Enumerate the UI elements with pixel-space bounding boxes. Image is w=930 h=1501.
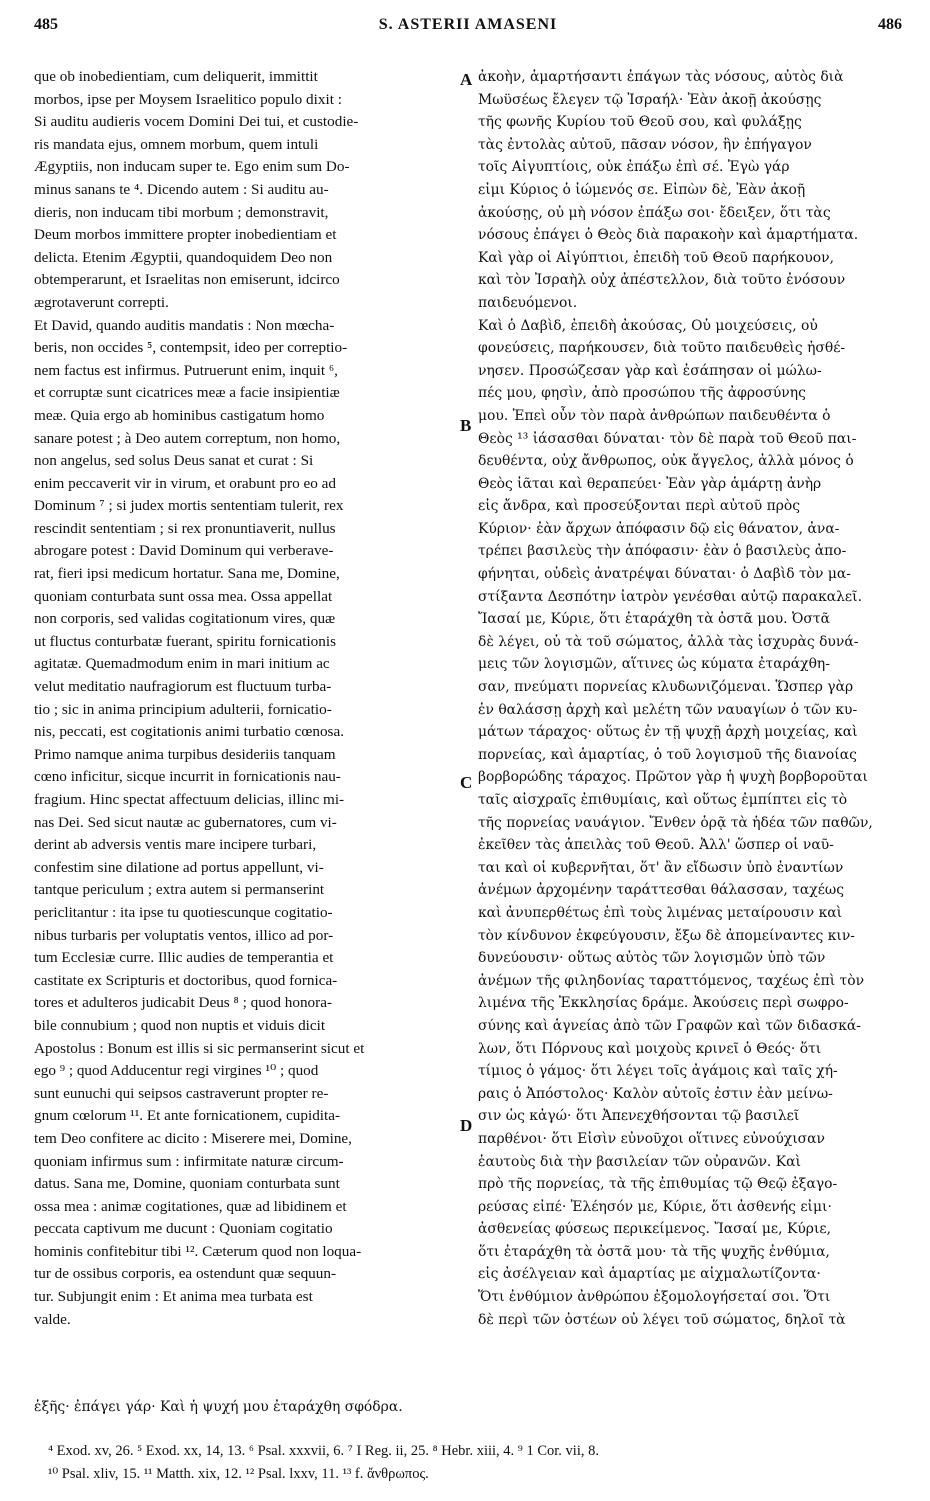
text-line: gnum cœlorum ¹¹. Et ante fornicationem, cupidita- (34, 1107, 341, 1125)
text-line: εἰς ἀσέλγειαν καὶ ἁμαρτίας με αἰχμαλωτίζοντα· (478, 1266, 821, 1283)
latin-column (34, 66, 456, 1331)
text-line: Θεὸς ἰᾶται καὶ θεραπεύει· Ἐὰν γὰρ ἁμάρτῃ ἀνὴρ (478, 475, 822, 492)
text-line: σαν, πνεύματι πορνείας κλυδωνιζόμεναι. Ὥσπερ γὰρ (478, 679, 854, 696)
text-line: tum Ecclesiæ curre. Illic audies de temperantia et (34, 949, 334, 967)
text-line: ἀκούσῃς, οὐ μὴ νόσον ἐπάξω σοι· ἔδειξεν, ὅτι τὰς (478, 204, 831, 221)
text-line: tantque periculum ; extra autem si permanserint (34, 881, 325, 899)
text-line: ἀνέμων τῆς φιληδονίας ταραττόμενος, ταχέως ἐπὶ τὸν (478, 972, 865, 989)
text-line: obtemperarunt, et Israelitas non emiserunt, idcirco (34, 271, 340, 289)
text-line: ται καὶ οἱ κυβερνῆται, ὅτ' ἂν εἴδωσιν ὑπὸ ἐναντίων (478, 859, 844, 876)
text-line: Dominum ⁷ ; si judex mortis sententiam tulerit, rex (34, 497, 344, 515)
text-line: meæ. Quia ergo ab hominibus castigatum homo (34, 406, 325, 424)
text-line: valde. (34, 1310, 71, 1328)
text-line: ἀσθενείας φύσεως περικείμενος. Ἴασαί με, Κύριε, (478, 1221, 831, 1238)
text-line: delicta. Etenim Ægyptii, quandoquidem Deo non (34, 248, 333, 266)
text-line: ἐν θαλάσσῃ ἀρχὴ καὶ μελέτη τῶν ναυαγίων ὁ τῶν κυ- (478, 701, 858, 718)
greek-column (478, 66, 904, 1331)
text-line: τρέπει βασιλεὺς τὴν ἀπόφασιν· ἐὰν ὁ βασιλεὺς ἀπο- (478, 543, 847, 560)
text-line: βορβορώδης τάραχος. Πρῶτον γὰρ ἡ ψυχὴ βορβοροῦται (478, 769, 868, 786)
text-line: nibus turbaris per voluptatis ventos, illico ad por- (34, 926, 334, 944)
running-title: S. ASTERII AMASENI (378, 16, 558, 33)
text-line: εἰμι Κύριος ὁ ἰώμενός σε. Εἰπὼν δὲ, Ἐὰν ἀκοῇ (478, 181, 806, 198)
text-line: Καὶ γὰρ οἱ Αἰγύπτιοι, ἐπειδὴ τοῦ Θεοῦ παρήκουον, (478, 249, 834, 266)
text-line: rescindit sententiam ; si rex pronuntiaverit, nullus (34, 519, 336, 537)
text-line: tem Deo confitere ac dicito : Miserere mei, Domine, (34, 1129, 352, 1147)
text-line: νησεν. Προσώζεσαν γὰρ καὶ ἐσάπησαν οἱ μώλω- (478, 362, 822, 379)
text-line: quoniam infirmus sum : infirmitate naturæ circum- (34, 1152, 344, 1170)
text-line: datus. Sana me, Domine, quoniam conturbata sunt (34, 1175, 340, 1193)
margin-marker-a: A (460, 70, 473, 89)
text-line: νόσους ἐπάγει ὁ Θεὸς διὰ παρακοὴν καὶ ἁμαρτήματα. (478, 227, 859, 244)
text-line: Deum morbos immittere propter inobedientiam et (34, 226, 337, 244)
text-line: cœno inficitur, sicque incurrit in fornicationis nau- (34, 768, 341, 786)
text-line: δυνεύουσιν· οὕτως αὐτὸς τῶν λογισμῶν ὑπὸ τῶν (478, 950, 826, 967)
text-line: castitate ex Scripturis et doctoribus, quod fornica- (34, 971, 338, 989)
text-line: ραις ὁ Ἀπόστολος· Καλὸν αὐτοῖς ἐστιν ἐὰν μείνω- (478, 1085, 833, 1102)
text-line: que ob inobedientiam, cum deliquerit, immittit (34, 68, 318, 85)
text-line: confestim sine dilatione ad portus appellunt, vi- (34, 858, 324, 876)
text-line: μεις τῶν λογισμῶν, αἵτινες ὡς κύματα ἐταράχθη- (478, 656, 830, 673)
text-line: sanare potest ; à Deo autem correptum, non homo, (34, 429, 341, 447)
text-line: ἐκεῖθεν τὰς ἀπειλὰς τοῦ Θεοῦ. Ἀλλ' ὥσπερ οἱ ναῦ- (478, 837, 834, 854)
text-line: πρὸ τῆς πορνείας, τὰ τῆς ἐπιθυμίας τῷ Θεῷ ἐξαγο- (478, 1176, 838, 1193)
text-line: nis, peccati, est cogitationis animi turbatio cœnosa. (34, 723, 345, 741)
text-line: ρεύσας εἰπέ· Ἐλέησόν με, Κύριε, ὅτι ἀσθενής εἰμι· (478, 1198, 832, 1215)
text-line: quoniam conturbata sunt ossa mea. Ossa appellat (34, 587, 333, 605)
text-line: τῆς πορνείας ναυάγιον. Ἔνθεν ὁρᾷ τὰ ἡδέα τῶν παθῶν, (478, 814, 873, 831)
text-line: bile connubium ; quod non nuptis et viduis dicit (34, 1016, 326, 1034)
text-line: τίμιος ὁ γάμος· ὅτι λέγει τοῖς ἀγάμοις καὶ ταῖς χή- (478, 1063, 838, 1080)
text-line: Et David, quando auditis mandatis : Non mœcha- (34, 316, 335, 334)
text-line: hominis confitebitur tibi ¹². Cæterum quod non loqua- (34, 1242, 362, 1260)
margin-marker-c: C (460, 773, 473, 792)
text-line: rat, fieri ipsi medicum hortatur. Sana me, Domine, (34, 565, 340, 583)
text-line: ὅτι ἐταράχθη τὰ ὀστᾶ μου· τὰ τῆς ψυχῆς ἐνθύμια, (478, 1243, 830, 1260)
text-line: ἀνέμων ἀρχομένην ταράττεσθαι θάλασσαν, ταχέως (478, 882, 845, 899)
text-line: fragium. Hinc spectat affectuum delicias, illinc mi- (34, 791, 345, 808)
text-line: σιν ὡς κἀγώ· ὅτι Ἀπενεχθήσονται τῷ βασιλεῖ (478, 1108, 800, 1125)
text-line: ego ⁹ ; quod Adducentur regi virgines ¹⁰ ; quod (34, 1062, 319, 1080)
text-line: καὶ τὸν Ἰσραὴλ οὐχ ἀπέστελλον, διὰ τοῦτο ἐνόσουν (478, 272, 846, 289)
text-line: peccata captivum me ducunt : Quoniam cogitatio (34, 1220, 333, 1238)
page-header (34, 8, 902, 44)
text-line: δευθέντα, οὐχ ἄνθρωπος, οὐκ ἄγγελος, ἀλλὰ μόνος ὁ (478, 453, 854, 470)
text-line: ossa mea : animæ cogitationes, quæ ad libidinem et (34, 1197, 347, 1215)
text-line: Καὶ ὁ Δαβὶδ, ἐπειδὴ ἀκούσας, Οὐ μοιχεύσεις, οὐ (478, 317, 818, 334)
text-line: ægrotaverunt correpti. (34, 293, 169, 311)
text-line: tur. Subjungit enim : Et anima mea turbata est (34, 1288, 313, 1306)
text-line: derint ab adversis ventis mare incipere turbari, (34, 836, 317, 854)
footnote-line: ⁴ Exod. xv, 26. ⁵ Exod. xx, 14, 13. ⁶ Psal. xxxvii, 6. ⁷ I Reg. ii, 25. ⁸ Hebr. xiii, 4. ⁹ 1 Cor. vii, 8. (48, 1443, 599, 1459)
text-line: τῆς φωνῆς Κυρίου τοῦ Θεοῦ σου, καὶ φυλάξῃς (478, 114, 802, 131)
text-line: enim peccaverit vir in virum, et orabunt pro eo ad (34, 474, 336, 492)
text-line: tio ; sic in anima principium adulterii, fornicatio- (34, 700, 332, 718)
text-line: Si auditu audieris vocem Domini Dei tui, et custodie- (34, 113, 359, 131)
text-line: Κύριον· ἐὰν ἄρχων ἀπόφασιν δῷ εἰς θάνατον, ἀνα- (478, 520, 840, 537)
text-line: εἰς ἄνδρα, καὶ προσεύξονται περὶ αὐτοῦ πρὸς (478, 498, 801, 515)
text-line: Apostolus : Bonum est illis si sic permanserint sicut et (34, 1039, 365, 1057)
text-line: tores et adulteros judicabit Deus ⁸ ; quod honora- (34, 994, 333, 1012)
text-line: velut meditatio naufragiorum est fluctuum turba- (34, 678, 332, 696)
text-line: ἀκοὴν, ἁμαρτήσαντι ἐπάγων τὰς νόσους, αὐτὸς διὰ (478, 69, 844, 85)
text-line: Ἴασαί με, Κύριε, ὅτι ἐταράχθη τὰ ὀστᾶ μου. Ὀστᾶ (478, 611, 830, 628)
text-line: non angelus, sed solus Deus sanat et curat : Si (34, 452, 314, 470)
text-line: beris, non occides ⁵, contempsit, ideo per correptio- (34, 339, 348, 357)
text-line: ἑαυτοὺς διὰ τὴν βασιλείαν τῶν οὐρανῶν. Καὶ (478, 1153, 801, 1170)
text-line: στίξαντα Δεσπότην ἰατρὸν γενέσθαι αὐτῷ παρακαλεῖ. (478, 588, 862, 605)
text-line: πορνείας, καὶ ἁμαρτίας, ὁ τοῦ λογισμοῦ τῆς διανοίας (478, 746, 857, 763)
text-line: minus sanans te ⁴. Dicendo autem : Si auditu au- (34, 180, 329, 198)
text-line: φονεύσεις, παρήκουσεν, διὰ τοῦτο παιδευθεὶς ἠσθέ- (478, 340, 846, 357)
text-line: δὲ λέγει, οὐ τὰ τοῦ σώματος, ἀλλὰ τὰς ἰσχυρὰς δυνά- (478, 633, 859, 650)
text-line: Primo namque anima turpibus desideriis tanquam (34, 745, 336, 763)
page-number-right: 486 (878, 16, 902, 33)
text-line: παρθένοι· ὅτι Εἰσὶν εὐνοῦχοι οἵτινες εὐνούχισαν (478, 1130, 825, 1147)
page-number-left: 485 (34, 16, 58, 33)
text-line: nem factus est infirmus. Putruerunt enim, inquit ⁶, (34, 361, 338, 379)
text-line: morbos, ipse per Moysem Israelitico populo dixit : (34, 90, 342, 108)
text-line: dieris, non inducam tibi morbum ; demonstravit, (34, 203, 329, 221)
footnote-line: ¹⁰ Psal. xliv, 15. ¹¹ Matth. xix, 12. ¹² Psal. lxxv, 11. ¹³ f. ἄνθρωπος. (48, 1466, 429, 1482)
continuation-line: ἑξῆς· ἐπάγει γάρ· Καὶ ἡ ψυχή μου ἐταράχθη σφόδρα. (34, 1399, 403, 1415)
text-line: nas Dei. Sed sicut nautæ ac gubernatores, cum vi- (34, 813, 337, 831)
text-line: ταῖς αἰσχραῖς ἐπιθυμίαις, καὶ οὕτως ἐμπίπτει εἰς τὸ (478, 792, 848, 808)
text-line: ut fluctus conturbatæ fuerant, spiritu fornicationis (34, 632, 336, 650)
margin-marker-b: B (460, 416, 472, 435)
text-line: Ægyptiis, non inducam super te. Ego enim sum Do- (34, 158, 350, 176)
text-line: παιδευόμενοι. (478, 294, 578, 311)
text-line: Ὅτι ἐνθύμιον ἀνθρώπου ἐξομολογήσεταί σοι. Ὅτι (478, 1289, 831, 1306)
text-line: μάτων τάραχος· οὕτως ἐν τῇ ψυχῇ ἀρχὴ μοιχείας, καὶ (478, 724, 858, 741)
text-line: δὲ περὶ τῶν ὀστέων οὐ λέγει τοῦ σώματος, δηλοῖ τὰ (478, 1311, 846, 1328)
text-line: τὸν κίνδυνον ἐκφεύγουσιν, ἔξω δὲ ἀπομείναντες κιν- (478, 927, 856, 944)
text-line: τὰς ἐντολὰς αὐτοῦ, πᾶσαν νόσον, ἣν ἐπήγαγον (478, 136, 812, 153)
text-line: λων, ὅτι Πόρνους καὶ μοιχοὺς κρινεῖ ὁ Θεός· ὅτι (478, 1040, 822, 1057)
text-line: ris mandata ejus, omnem morbum, quem intuli (34, 135, 319, 153)
text-line: καὶ ἀνυπερθέτως ἐπὶ τοὺς λιμένας μεταίρουσιν καὶ (478, 904, 843, 921)
text-line: tur de ossibus corporis, ea ostendunt quæ sequun- (34, 1265, 337, 1283)
text-line: non corporis, sed validas cogitationum vires, quæ (34, 610, 336, 628)
text-line: μου. Ἐπεὶ οὖν τὸν παρὰ ἀνθρώπων παιδευθέντα ὁ (478, 407, 831, 424)
text-line: πές μου, φησὶν, ἀπὸ προσώπου τῆς ἀφροσύνης (478, 385, 806, 402)
text-line: abrogare potest : David Dominum qui verberave- (34, 542, 334, 560)
margin-marker-d: D (460, 1116, 473, 1135)
text-line: agitatæ. Quemadmodum enim in mari initium ac (34, 655, 330, 673)
text-line: Μωϋσέως ἔλεγεν τῷ Ἰσραήλ· Ἐὰν ἀκοῇ ἀκούσῃς (478, 91, 822, 108)
text-line: λιμένα τῆς Ἐκκλησίας δράμε. Ἀκούσεις περὶ σωφρο- (478, 995, 849, 1012)
text-line: sunt eunuchi qui seipsos castraverunt propter re- (34, 1084, 329, 1102)
text-line: τοῖς Αἰγυπτίοις, οὐκ ἐπάξω ἐπὶ σέ. Ἐγὼ γάρ (478, 159, 790, 176)
text-line: σύνης καὶ ἁγνείας ἀπὸ τῶν Γραφῶν καὶ τῶν διδασκά- (478, 1017, 861, 1034)
text-line: Θεὸς ¹³ ἰάσασθαι δύναται· τὸν δὲ παρὰ τοῦ Θεοῦ παι- (478, 430, 857, 447)
text-line: periclitantur : ita ipse tu quotiescunque cogitatio- (34, 903, 333, 921)
text-line: φήνηται, οὐδεὶς ἀνατρέψαι δύναται· ὁ Δαβὶδ τὸν μα- (478, 566, 851, 583)
text-line: et corruptæ sunt cicatrices meæ a facie insipientiæ (34, 384, 340, 402)
